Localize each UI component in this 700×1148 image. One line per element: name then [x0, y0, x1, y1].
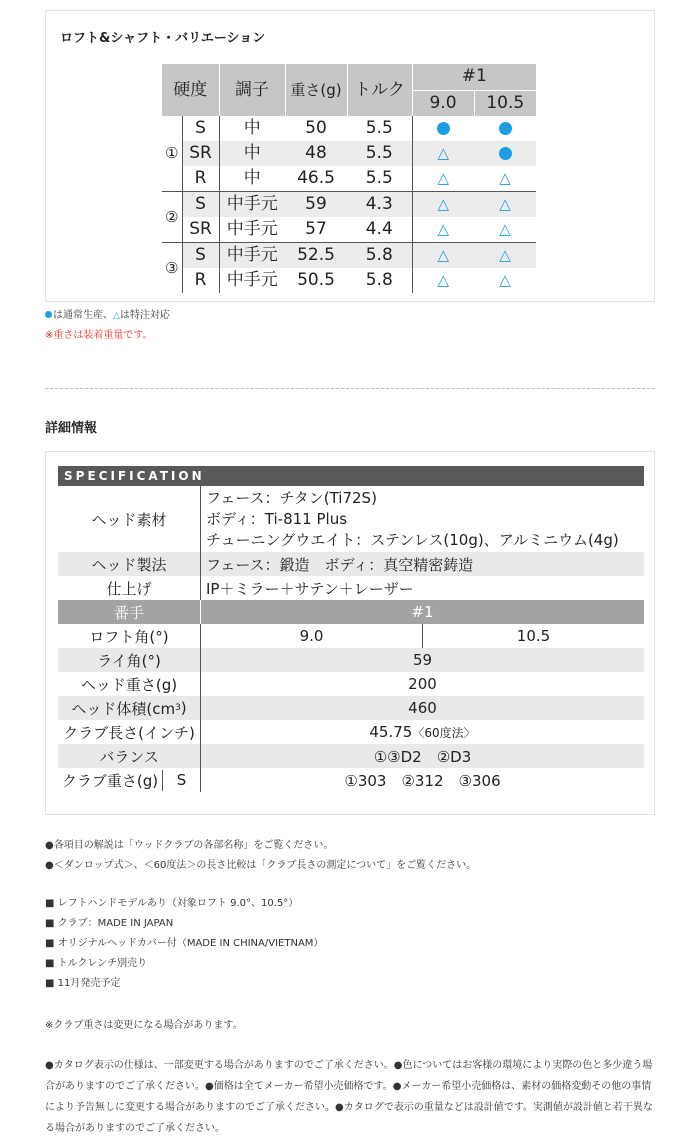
note-item: ●各項目の解説は「ウッドクラブの各部名称」をご覧ください。 — [45, 840, 334, 851]
col-number: #1 — [412, 64, 536, 90]
club-weight-label: クラブ重さ(g) — [58, 770, 163, 791]
specification-header: SPECIFICATION — [58, 466, 644, 486]
spec-label — [58, 768, 201, 792]
material-body: ボディ：Ti-811 Plus — [206, 509, 348, 528]
note-club-weight — [45, 1016, 243, 1036]
table-row — [162, 268, 536, 293]
spec-value — [201, 486, 644, 552]
availability-legend — [45, 306, 170, 321]
regular-dot-icon — [45, 311, 52, 318]
torque-cell: 5.5 — [347, 141, 412, 166]
detail-heading: 詳細情報 — [45, 421, 98, 436]
note-item: ※クラブ重さは変更になる場合があります。 — [45, 1020, 243, 1031]
spec-row-number — [58, 600, 644, 624]
club-weight-flex: S — [176, 771, 187, 789]
spec-row-finish — [58, 576, 644, 600]
volume-label: ヘッド体積(cm — [71, 699, 176, 718]
spec-label: 仕上げ — [58, 576, 201, 600]
regular-dot-icon — [499, 122, 512, 135]
spec-value: ①③D2 ②D3 — [373, 747, 472, 766]
spec-value — [201, 624, 644, 648]
avail-cell — [412, 166, 474, 192]
avail-cell — [474, 243, 536, 269]
spec-value: ①303 ②312 ③306 — [344, 771, 501, 790]
spec-row-method — [58, 552, 644, 576]
set-label: ③ — [162, 243, 182, 294]
length-unit: 〈60度法〉 — [412, 725, 476, 740]
weight-cell: 50 — [305, 118, 327, 138]
note-item: ■ レフトハンドモデルあり（対象ロフト 9.0°、10.5°） — [45, 898, 299, 909]
special-order-triangle-icon: △ — [437, 220, 450, 238]
avail-cell — [474, 192, 536, 218]
weight-cell: 57 — [305, 219, 327, 239]
avail-cell — [474, 217, 536, 243]
spec-value: 460 — [408, 699, 437, 717]
disclaimer: ●カタログ表示の仕様は、一部変更する場合がありますのでご了承ください。●色についてはお客様の環境により実際の色と多少違う場合がありますのでご了承ください。●価格は全てメーカー希望小売価格です。●メーカー希望小売価格は、素材の価格変動その他の事情により予告無しに変更する場合がありますのでご了承ください。●カタログで表示の重量などは設計値です。実測値が設計値と若干異なる場合がありますのでご了承ください。 — [45, 1060, 653, 1134]
weight-cell: 48 — [285, 141, 347, 166]
torque-cell: 5.8 — [347, 243, 412, 269]
flex-cell: S — [182, 116, 219, 141]
volume-close: ) — [180, 699, 187, 717]
note-item: ■ オリジナルヘッドカバー付（MADE IN CHINA/VIETNAM） — [45, 938, 324, 949]
set-label: ② — [162, 192, 182, 243]
tone-cell: 中手元 — [219, 217, 285, 243]
section-divider — [45, 388, 655, 389]
table-row — [162, 141, 536, 166]
weight-cell: 52.5 — [285, 243, 347, 269]
loft-10-5: 10.5 — [516, 627, 551, 645]
regular-dot-icon — [499, 147, 512, 160]
note-item: ■ クラブ：MADE IN JAPAN — [45, 918, 174, 929]
weight-cell: 59 — [285, 192, 347, 218]
spec-value: 59 — [412, 651, 433, 669]
col-loft-10-5: 10.5 — [474, 90, 536, 116]
tone-cell: 中 — [219, 116, 285, 141]
special-order-triangle-icon: △ — [113, 311, 120, 321]
torque-cell: 4.4 — [365, 219, 393, 239]
avail-cell — [474, 141, 536, 166]
avail-cell — [474, 166, 536, 192]
spec-row-loft — [58, 624, 644, 648]
col-hardness: 硬度 — [162, 64, 219, 116]
specification-table — [58, 486, 644, 792]
avail-cell — [412, 243, 474, 269]
spec-row-lie — [58, 648, 644, 672]
avail-cell — [474, 268, 536, 293]
special-order-triangle-icon: △ — [499, 169, 511, 187]
torque-cell: 5.5 — [365, 118, 393, 138]
table-row — [162, 243, 536, 269]
tone-cell: 中手元 — [219, 268, 285, 293]
spec-row-volume — [58, 696, 644, 720]
spec-label: ヘッド素材 — [58, 486, 201, 552]
special-order-triangle-icon: △ — [437, 246, 450, 264]
special-order-triangle-icon: △ — [499, 220, 511, 238]
note-item: ■ トルクレンチ別売り — [45, 958, 148, 969]
loft-shaft-card — [45, 10, 655, 302]
spec-value: フェース：鍛造 ボディ：真空精密鋳造 — [206, 555, 474, 574]
col-tone: 調子 — [219, 64, 285, 116]
flex-cell: S — [182, 243, 219, 269]
avail-cell — [412, 141, 474, 166]
tone-cell: 中手元 — [219, 243, 285, 269]
col-weight — [285, 64, 347, 116]
loft-9: 9.0 — [201, 624, 423, 648]
torque-cell: 5.8 — [365, 270, 393, 290]
set-label: ① — [165, 144, 179, 162]
spec-label: ロフト角(°) — [58, 624, 201, 648]
avail-cell — [412, 217, 474, 243]
special-order-triangle-icon: △ — [499, 195, 511, 213]
spec-row-length — [58, 720, 644, 744]
note-item: ■ 11月発売予定 — [45, 978, 121, 989]
spec-row-balance — [58, 744, 644, 768]
flex-cell: SR — [182, 217, 219, 243]
length-value: 45.75 — [369, 723, 413, 741]
flex-cell: S — [182, 192, 219, 218]
spec-value: #1 — [411, 603, 434, 621]
avail-cell — [412, 192, 474, 218]
spec-row-head-weight — [58, 672, 644, 696]
weight-cell: 50.5 — [297, 270, 335, 290]
loft-shaft-table — [162, 64, 536, 293]
spec-label: バランス — [58, 744, 201, 768]
table-row — [162, 166, 536, 192]
material-face: フェース：チタン(Ti72S) — [206, 488, 377, 507]
table-row — [162, 192, 536, 218]
table-row — [162, 116, 536, 141]
torque-cell: 5.5 — [365, 168, 393, 188]
spec-row-head-material — [58, 486, 644, 552]
avail-cell — [474, 116, 536, 141]
specification-card — [45, 451, 655, 815]
tone-cell: 中手元 — [219, 192, 285, 218]
special-order-triangle-icon: △ — [499, 246, 511, 264]
legend-dot-text: は通常生産、 — [53, 310, 113, 321]
col-torque: トルク — [347, 64, 412, 116]
special-order-triangle-icon: △ — [437, 271, 450, 289]
avail-cell — [412, 268, 474, 293]
notes-general — [45, 836, 476, 876]
special-order-triangle-icon: △ — [499, 271, 511, 289]
spec-label: 番手 — [58, 600, 201, 624]
loft-shaft-title: ロフト&シャフト・バリエーション — [60, 31, 266, 46]
spec-value: IP＋ミラー＋サテン＋レーザー — [206, 579, 414, 598]
weight-note: ※重さは装着重量です。 — [45, 330, 153, 341]
weight-cell: 46.5 — [297, 168, 335, 188]
col-loft-9: 9.0 — [412, 90, 474, 116]
torque-cell: 4.3 — [347, 192, 412, 218]
spec-label — [58, 696, 201, 720]
spec-label: ヘッド重さ(g) — [58, 672, 201, 696]
special-order-triangle-icon: △ — [437, 169, 450, 187]
spec-label: ライ角(°) — [58, 648, 201, 672]
spec-label: クラブ長さ(インチ) — [58, 720, 201, 744]
col-weight-label: 重さ(g) — [290, 80, 342, 99]
regular-dot-icon — [437, 122, 450, 135]
special-order-triangle-icon: △ — [437, 195, 450, 213]
volume-sup: 3 — [175, 703, 181, 713]
table-row — [162, 217, 536, 243]
avail-cell — [412, 116, 474, 141]
flex-cell: R — [182, 268, 219, 293]
spec-value — [201, 720, 644, 744]
special-order-triangle-icon: △ — [437, 144, 450, 162]
spec-row-club-weight — [58, 768, 644, 792]
tone-cell: 中 — [219, 166, 285, 192]
flex-cell: SR — [182, 141, 219, 166]
tone-cell: 中 — [219, 141, 285, 166]
legend-tri-text: は特注対応 — [119, 310, 170, 321]
spec-label: ヘッド製法 — [58, 552, 201, 576]
flex-cell: R — [182, 166, 219, 192]
material-weight: チューニングウエイト：ステンレス(10g)、アルミニウム(4g) — [206, 530, 619, 549]
note-item: ●＜ダンロップ式＞、＜60度法＞の長さ比較は「クラブ長さの測定について」をご覧ください。 — [45, 860, 477, 871]
notes-features — [45, 894, 323, 994]
spec-value: 200 — [408, 675, 437, 693]
